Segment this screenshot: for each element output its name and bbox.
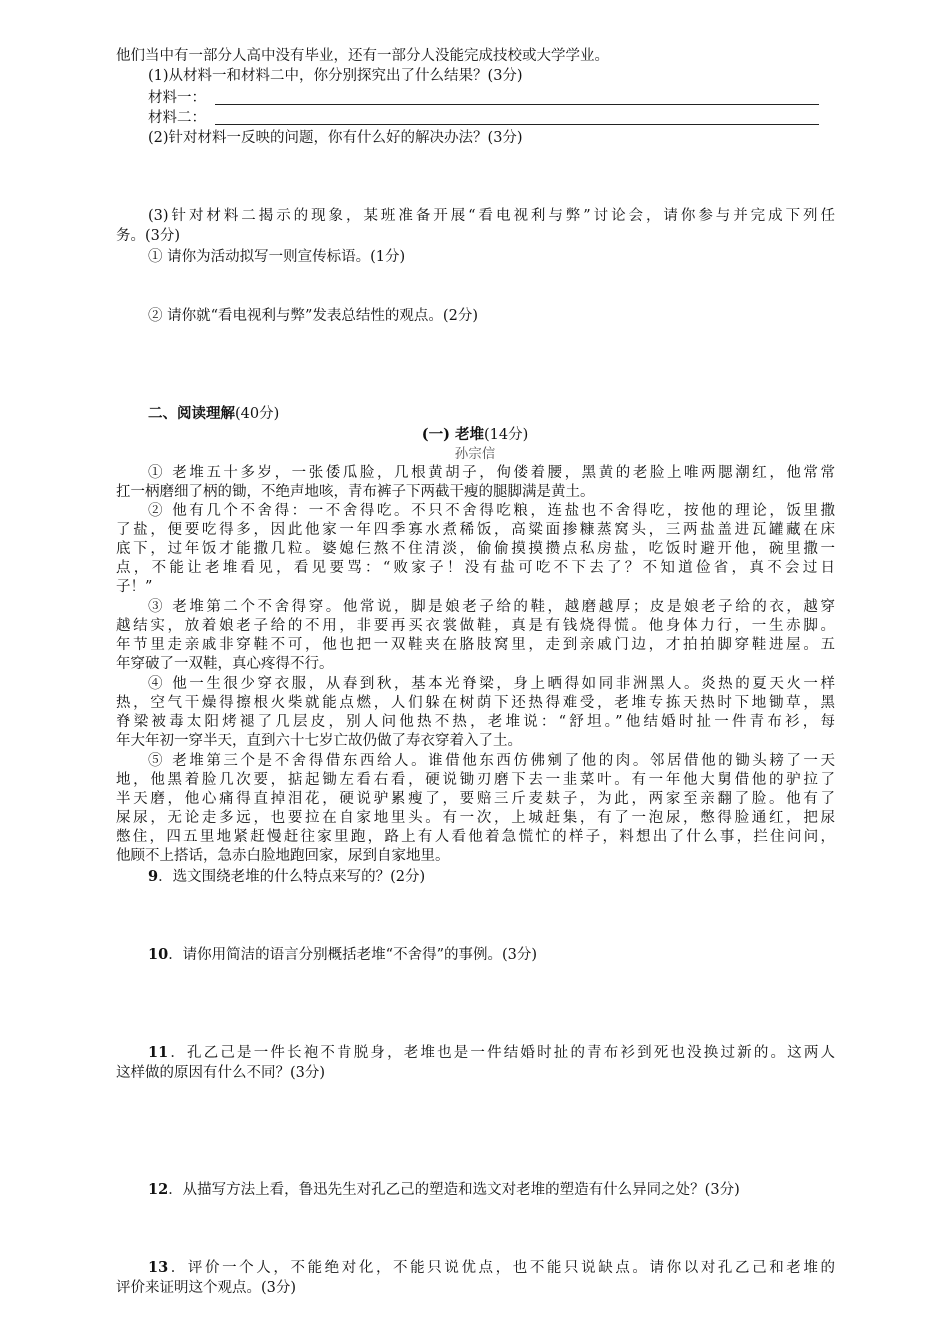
question-11-cont: 这样做的原因有什么不同？(3分) bbox=[116, 1065, 326, 1081]
section-title: 二、阅读理解 bbox=[148, 405, 235, 422]
passage-line: 越结实，放着娘老子给的不用，非要再买衣裳做鞋，真是有钱烧得慌。他身体力行，一生赤脚。 bbox=[116, 618, 835, 634]
passage-line: 脊梁被毒太阳烤褪了几层皮，别人问他热不热，老堆说：“舒坦。”他结婚时扯一件青布衫，每 bbox=[116, 714, 835, 730]
question-text: ．从描写方法上看，鲁迅先生对孔乙己的塑造和选文对老堆的塑造有什么异同之处？(3分) bbox=[168, 1182, 740, 1198]
passage-line: 了盐，便要吃得多，因此他家一年四季寡水煮稀饭，高粱面掺糠蒸窝头，三两盐盖进瓦罐藏在床 bbox=[116, 522, 835, 538]
q1-prompt: (1)从材料一和材料二中，你分别探究出了什么结果？(3分) bbox=[148, 68, 523, 84]
question-12 bbox=[148, 1180, 740, 1200]
question-13-cont: 评价来证明这个观点。(3分) bbox=[116, 1280, 297, 1296]
question-text: ．评价一个人，不能绝对化，不能只说优点，也不能只说缺点。请你以对孔乙己和老堆的 bbox=[168, 1260, 835, 1276]
question-text: ．请你用简洁的语言分别概括老堆“不舍得”的事例。(3分) bbox=[168, 947, 538, 963]
question-number: 9 bbox=[148, 868, 159, 885]
passage-line: 地，他黑着脸几次要，掂起锄左看右看，硬说锄刃磨下去一韭菜叶。有一年他大舅借他的驴拉了 bbox=[116, 772, 835, 788]
q2-prompt: (2)针对材料一反映的问题，你有什么好的解决办法？(3分) bbox=[148, 130, 523, 146]
passage-title-score: (14分) bbox=[484, 427, 529, 443]
passage-author: 孙宗信 bbox=[454, 446, 496, 462]
q3-sub2: ② 请你就“看电视利与弊”发表总结性的观点。(2分) bbox=[148, 308, 478, 324]
passage-line: 底下，过年饭才能撒几粒。婆媳仨熬不住清淡，偷偷摸摸攒点私房盐，吃饭时避开他，碗里撒一 bbox=[116, 541, 835, 557]
question-13 bbox=[148, 1258, 835, 1278]
passage-line: 屎尿，无论走多远，也要拉在自家地里头。有一次，上城赶集，有了一泡尿，憋得脸通红，把尿 bbox=[116, 810, 835, 826]
passage-line: ④ 他一生很少穿衣服，从春到秋，基本光脊梁，身上晒得如同非洲黑人。炎热的夏天火一样 bbox=[148, 676, 835, 692]
question-text: ．选文围绕老堆的什么特点来写的？(2分) bbox=[158, 869, 426, 885]
passage-line: 点，不能让老堆看见，看见要骂：“败家子！没有盐可吃不下去了？不知道俭省，真不会过日 bbox=[116, 560, 835, 576]
passage-line: ① 老堆五十多岁，一张倭瓜脸，几根黄胡子，佝偻着腰，黑黄的老脸上唯两腮潮红，他常常 bbox=[148, 465, 835, 481]
question-text: ．孔乙己是一件长袍不肯脱身，老堆也是一件结婚时扯的青布衫到死也没换过新的。这两人 bbox=[168, 1045, 835, 1061]
passage-line: 热，空气干燥得擦根火柴就能点燃，人们躲在树荫下还热得难受，老堆专拣天热时下地锄草，黑 bbox=[116, 695, 835, 711]
question-11 bbox=[148, 1043, 835, 1063]
question-number: 10 bbox=[148, 946, 169, 963]
passage-line: 扛一柄磨细了柄的锄，不绝声地咳，青布裤子下两截干瘦的腿脚满是黄土。 bbox=[116, 484, 595, 500]
passage-title bbox=[0, 425, 950, 445]
q3-sub1: ① 请你为活动拟写一则宣传标语。(1分) bbox=[148, 249, 406, 265]
q3-prompt-line1: (3)针对材料二揭示的现象，某班准备开展“看电视利与弊”讨论会，请你参与并完成下列任 bbox=[148, 208, 835, 224]
question-number: 12 bbox=[148, 1181, 169, 1198]
q3-prompt-line2: 务。(3分) bbox=[116, 228, 181, 244]
answer-line-material1[interactable] bbox=[215, 104, 819, 105]
question-number: 11 bbox=[148, 1044, 169, 1061]
section-heading bbox=[148, 404, 279, 424]
passage-line: 半天磨，他心痛得直掉泪花，硬说驴累瘦了，要赔三斤麦麸子，为此，两家至亲翻了脸。他有了 bbox=[116, 791, 835, 807]
passage-line: ③ 老堆第二个不舍得穿。他常说，脚是娘老子给的鞋，越磨越厚；皮是娘老子给的衣，越穿 bbox=[148, 599, 835, 615]
passage-line: 年大年初一穿半天，直到六十七岁亡故仍做了寿衣穿着入了土。 bbox=[116, 733, 522, 749]
section-score: (40分) bbox=[235, 406, 280, 422]
passage-line: ⑤ 老堆第三个是不舍得借东西给人。谁借他东西仿佛剜了他的肉。邻居借他的锄头耪了一天 bbox=[148, 753, 835, 769]
passage-line: 年节里走亲戚非穿鞋不可，他也把一双鞋夹在胳肢窝里，走到亲戚门边，才拍拍脚穿鞋进屋。五 bbox=[116, 637, 835, 653]
passage-line: ② 他有几个不舍得：一不舍得吃。不只不舍得吃粮，连盐也不舍得吃，按他的理论，饭里撒 bbox=[148, 503, 835, 519]
question-number: 13 bbox=[148, 1259, 169, 1276]
q1-material2-label: 材料二： bbox=[148, 110, 206, 126]
passage-line: 他顾不上搭话，急赤白脸地跑回家，尿到自家地里。 bbox=[116, 848, 450, 864]
passage-line: 年穿破了一双鞋，真心疼得不行。 bbox=[116, 656, 334, 672]
passage-line: 憋住，四五里地紧赶慢赶往家里跑，路上有人看他着急慌忙的样子，料想出了什么事，拦住问问， bbox=[116, 829, 835, 845]
question-9 bbox=[148, 867, 425, 887]
answer-line-material2[interactable] bbox=[215, 124, 819, 125]
material-tail-text: 他们当中有一部分人高中没有毕业，还有一部分人没能完成技校或大学学业。 bbox=[116, 48, 609, 64]
q1-material1-label: 材料一： bbox=[148, 90, 206, 106]
question-10 bbox=[148, 945, 537, 965]
passage-line: 子！” bbox=[116, 579, 153, 595]
passage-title-text: (一) 老堆 bbox=[421, 426, 484, 443]
